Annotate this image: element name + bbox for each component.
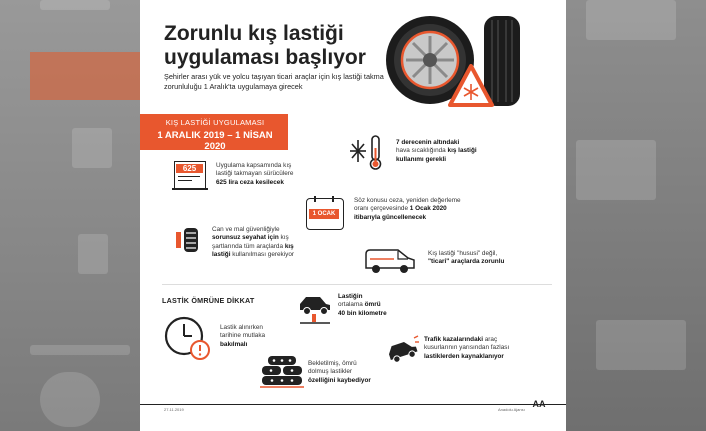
date-check-fact bbox=[220, 324, 300, 349]
storage-line1: Bekletilmiş, ömrü bbox=[308, 360, 357, 367]
calendar-line1: Söz konusu ceza, yeniden değerleme bbox=[354, 197, 461, 204]
safety-line4: kullanılması gerekiyor bbox=[230, 250, 295, 258]
infographic-card bbox=[140, 0, 566, 431]
fine-line3: 625 lira ceza kesilecek bbox=[216, 178, 284, 186]
commercial-fact bbox=[428, 250, 548, 267]
safety-line1: Can ve mal güvenliğiyle bbox=[212, 226, 280, 233]
footer-source: Anadolu Ajansı bbox=[498, 407, 525, 412]
date-check-line2: tarihine mutlaka bbox=[220, 332, 266, 340]
safety-fact bbox=[212, 226, 342, 259]
temperature-line2-bold: kış lastiği bbox=[447, 147, 477, 155]
infographic-subtitle: Şehirler arası yük ve yolcu taşıyan ticari araçlar için kış lastiği takma zorunluluğu 1 Aralık'ta uygulamaya girecek bbox=[164, 72, 384, 91]
accidents-line3: lastiklerden kaynaklanıyor bbox=[424, 352, 504, 360]
aa-logo: AA bbox=[532, 399, 546, 409]
calendar-badge: 1 OCAK bbox=[309, 209, 339, 219]
calendar-line2: oranı çerçevesinde bbox=[354, 205, 410, 213]
snowflake-warning-icon bbox=[448, 64, 494, 108]
lifespan-line2: ortalama bbox=[338, 301, 365, 309]
section-divider bbox=[162, 284, 552, 285]
calendar-icon bbox=[306, 196, 344, 230]
date-check-line3: bakılmalı bbox=[220, 340, 248, 348]
fine-line1: Uygulama kapsamında kış bbox=[216, 162, 292, 169]
accidents-fact bbox=[424, 336, 554, 361]
commercial-line2: "ticari" araçlarda zorunlu bbox=[428, 258, 505, 266]
background-left-blur bbox=[0, 0, 140, 431]
temperature-line2: hava sıcaklığında bbox=[396, 147, 448, 155]
calendar-fact bbox=[354, 197, 524, 222]
safety-line2-bold: sorunsuz seyahat için bbox=[212, 234, 279, 242]
accidents-line1-bold: Trafik kazalarındaki bbox=[424, 336, 483, 343]
safety-line2: kış bbox=[278, 234, 289, 242]
temperature-line3: kullanımı gerekli bbox=[396, 155, 447, 163]
lifespan-line2-bold: ömrü bbox=[364, 301, 381, 309]
safety-line4-bold: lastiği bbox=[212, 250, 231, 258]
background-right-blur bbox=[566, 0, 706, 431]
calendar-line2-bold: 1 Ocak 2020 bbox=[409, 205, 447, 213]
clock-warning-icon bbox=[162, 314, 214, 366]
storage-line3: özelliğini kaybediyor bbox=[308, 376, 371, 384]
footer-date: 27.11.2019 bbox=[164, 407, 184, 412]
lifespan-line1: Lastiğin bbox=[338, 293, 363, 300]
fine-fact bbox=[216, 162, 346, 187]
fine-receipt-icon bbox=[172, 161, 208, 191]
lifespan-fact bbox=[338, 293, 418, 318]
safety-line3-bold: kış bbox=[284, 242, 294, 250]
banner-label: KIŞ LASTİĞİ UYGULAMASI bbox=[165, 118, 265, 127]
storage-fact bbox=[308, 360, 398, 385]
storage-line2: dolmuş lastikler bbox=[308, 368, 353, 376]
fine-line2: lastiği takmayan sürücülere bbox=[216, 170, 294, 178]
commercial-line1: Kış lastiği "hususi" değil, bbox=[428, 250, 498, 257]
thermometer-icon bbox=[348, 132, 388, 172]
infographic-title: Zorunlu kış lastiği uygulaması başlıyor bbox=[164, 22, 366, 69]
temperature-fact bbox=[396, 139, 536, 164]
safety-line3: şartlarında tüm araçlarda bbox=[212, 242, 285, 250]
accidents-line1: araç bbox=[482, 336, 498, 343]
van-icon bbox=[364, 246, 416, 274]
banner-dates: 1 ARALIK 2019 – 1 NİSAN 2020 bbox=[157, 130, 273, 152]
fine-badge: 625 bbox=[176, 164, 203, 173]
temperature-line1: 7 derecenin altındaki bbox=[396, 139, 460, 146]
accidents-line2: kusurlarının yarısından fazlası bbox=[424, 344, 510, 352]
tire-tread-icon bbox=[174, 226, 204, 256]
section2-title: LASTİK ÖMRÜNE DİKKAT bbox=[162, 296, 255, 305]
date-banner bbox=[140, 114, 288, 150]
stacked-tires-icon bbox=[260, 354, 304, 388]
date-check-line1: Lastik alınırken bbox=[220, 324, 263, 331]
car-lift-icon bbox=[296, 292, 336, 326]
footer-line bbox=[140, 404, 566, 405]
calendar-line3: itibarıyla güncellenecek bbox=[354, 213, 427, 221]
lifespan-line3: 40 bin kilometre bbox=[338, 309, 387, 317]
